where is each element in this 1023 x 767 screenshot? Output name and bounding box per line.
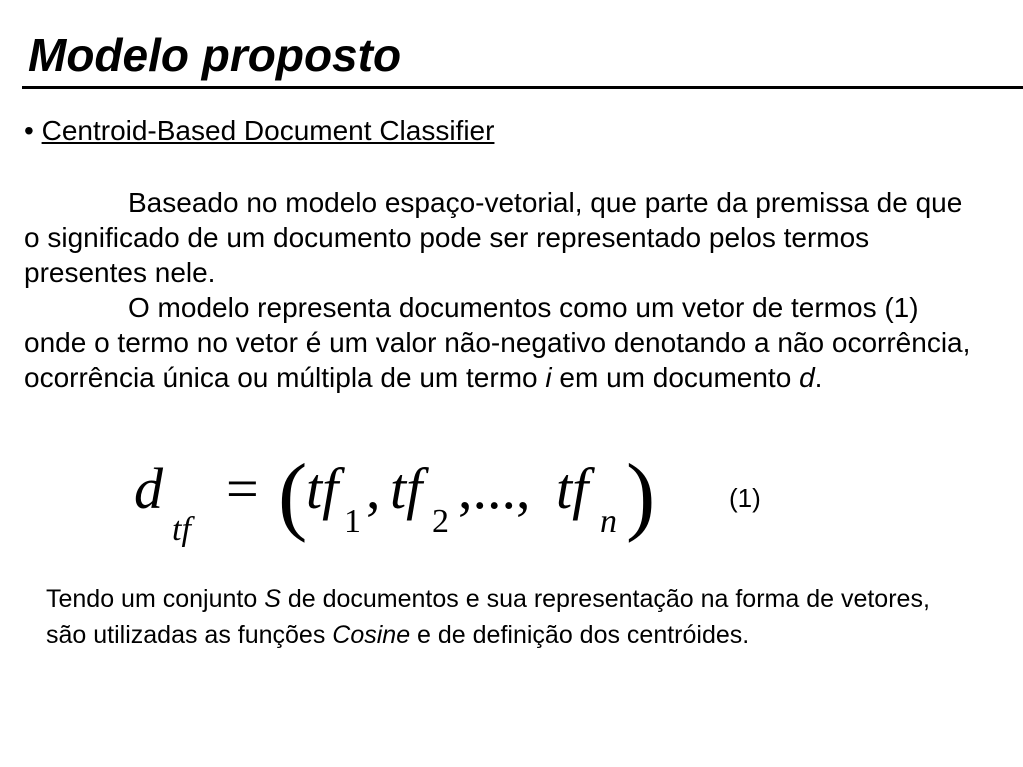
eq-term-2: tf xyxy=(390,456,423,521)
eq-close-paren: ) xyxy=(626,448,656,544)
bullet-marker: • xyxy=(24,115,34,146)
paragraph-1: Baseado no modelo espaço-vetorial, que parte da premissa de que o significado de um documento pode ser representado pelos termos presentes nele. xyxy=(24,187,963,288)
eq-ellipsis: ,..., xyxy=(458,456,531,521)
slide-title: Modelo proposto xyxy=(28,29,402,81)
title-underline-rule xyxy=(22,86,1023,89)
eq-lhs-subscript: tf xyxy=(172,511,191,548)
paragraph-2-text-c: . xyxy=(814,362,823,393)
eq-subscript-1: 1 xyxy=(344,503,361,540)
bullet-item xyxy=(24,113,494,149)
equation-formula xyxy=(120,448,680,556)
bullet-heading: Centroid-Based Document Classifier xyxy=(41,115,495,146)
body-text xyxy=(24,185,984,395)
italic-i: i xyxy=(545,362,552,393)
paragraph-2 xyxy=(24,290,984,395)
eq-term-n: tf xyxy=(556,456,589,521)
italic-cosine: Cosine xyxy=(332,621,411,649)
closing-text-c: e de definição dos centróides. xyxy=(410,621,750,649)
paragraph-2-text-b: em um documento xyxy=(551,362,800,393)
eq-open-paren: ( xyxy=(278,448,308,544)
eq-comma-1: , xyxy=(366,456,381,521)
eq-equals: = xyxy=(226,456,259,521)
closing-text-a: Tendo um conjunto xyxy=(46,585,265,613)
closing-paragraph xyxy=(46,581,976,653)
eq-subscript-2: 2 xyxy=(432,503,449,540)
italic-d: d xyxy=(799,362,815,393)
eq-subscript-n: n xyxy=(600,503,617,540)
italic-s: S xyxy=(264,585,281,613)
closing-text xyxy=(46,581,976,653)
paragraph-2-text-a: O modelo representa documentos como um vetor de termos (1) onde o termo no vetor é um valor não-negativo denotando a não ocorrência, ocorrência única ou múltipla de um termo xyxy=(24,292,971,393)
eq-term-1: tf xyxy=(306,456,339,521)
eq-lhs: d xyxy=(134,456,163,521)
equation-number: (1) xyxy=(729,483,761,513)
closing-text-b: de documentos e sua representação na forma de vetores, são utilizadas as funções xyxy=(46,585,930,649)
